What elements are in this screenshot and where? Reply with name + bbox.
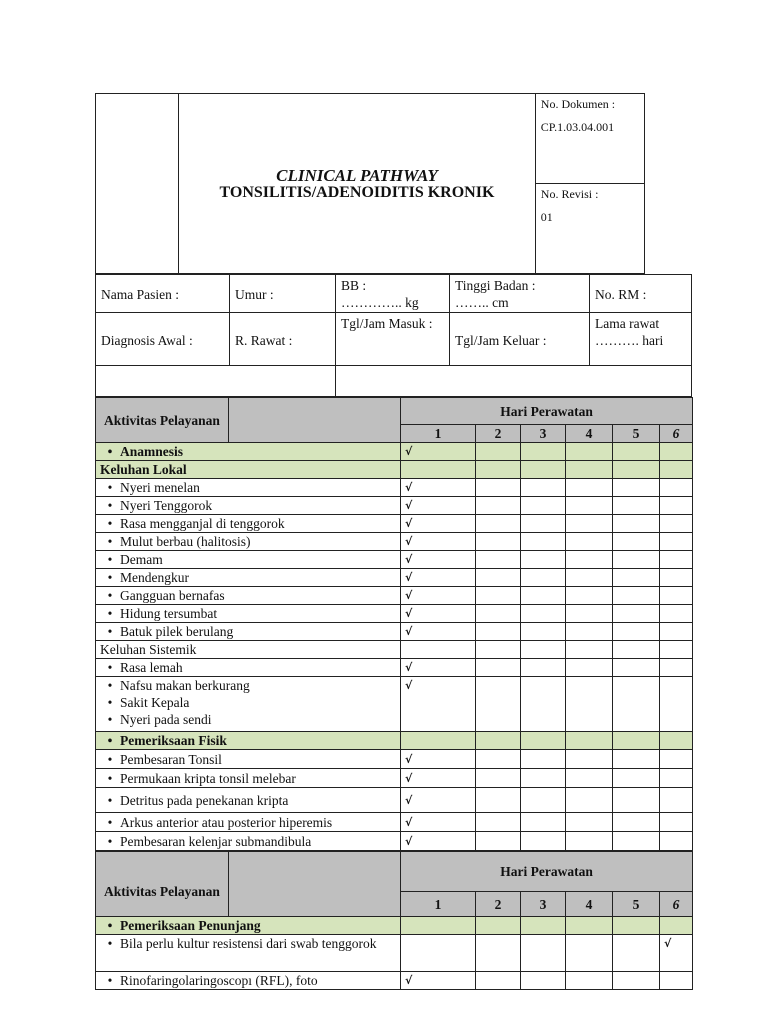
check-mark: √ [401,515,476,533]
diagnosis: Diagnosis Awal : [96,313,230,366]
list-item: • Mulut berbau (halitosis) [96,533,401,551]
check-mark: √ [401,659,476,677]
check-mark: √ [401,750,476,769]
list-item: • Demam [96,551,401,569]
doc-info-cell [535,94,644,274]
check-mark: √ [660,935,693,972]
check-mark: √ [401,972,476,990]
patient-name: Nama Pasien : [96,275,230,313]
days-header: Hari Perawatan [401,398,693,425]
list-item: • Permukaan kripta tonsil melebar [96,769,401,788]
doc-number [536,94,644,184]
day-column-4: 4 [566,425,613,443]
check-mark: √ [401,623,476,641]
day-column-6: 6 [660,425,693,443]
day-column-3: 3 [521,892,566,917]
days-header: Hari Perawatan [401,852,693,892]
los-label: Lama rawat [595,316,660,331]
check-mark: √ [401,677,476,732]
list-item: • Rasa mengganjal di tenggorok [96,515,401,533]
title-cell [179,94,536,274]
list-item: • Mendengkur [96,569,401,587]
day-column-1: 1 [401,892,476,917]
list-item: • Nyeri Tenggorok [96,497,401,515]
section-pemeriksaan-penunjang: • Pemeriksaan Penunjang [96,917,401,935]
activity-header: Aktivitas Pelayanan [96,398,229,443]
patient-rm: No. RM : [590,275,692,313]
check-mark: √ [401,605,476,623]
patient-age: Umur : [230,275,336,313]
list-item: • Gangguan bernafas [96,587,401,605]
check-mark: √ [401,587,476,605]
check-mark: √ [401,497,476,515]
list-item: • Bila perlu kultur resistensi dari swab tenggorok [96,935,401,972]
list-item: • Pembesaran Tonsil [96,750,401,769]
revision-value: 01 [540,210,553,224]
section-keluhan-sistemik: Keluhan Sistemik [96,641,401,659]
check-mark: √ [401,813,476,832]
document-header [95,93,645,274]
doc-number-label: No. Dokumen : [540,97,616,111]
list-item: • Detritus pada penekanan kripta [96,788,401,813]
length-of-stay [590,313,692,366]
check-mark: √ [401,769,476,788]
list-item: • Pembesaran kelenjar submandibula [96,832,401,851]
rawat: R. Rawat : [230,313,336,366]
discharge-time: Tgl/Jam Keluar : [450,313,590,366]
activity-header: Aktivitas Pelayanan [96,852,229,917]
list-item: • Hidung tersumbat [96,605,401,623]
section-keluhan-lokal: Keluhan Lokal [96,461,401,479]
blank-cell [336,366,692,397]
day-column-2: 2 [476,425,521,443]
check-mark: √ [401,788,476,813]
care-activity-table [95,397,693,851]
blank-cell [96,366,336,397]
doc-number-value: CP.1.03.04.001 [540,120,615,134]
list-item: • Nyeri menelan [96,479,401,497]
admission-time: Tgl/Jam Masuk : [336,313,450,366]
day-column-3: 3 [521,425,566,443]
weight-label: BB : [341,278,367,293]
check-mark: √ [401,443,476,461]
blank-header [229,398,401,443]
patient-height [450,275,590,313]
list-item: • Batuk pilek berulang [96,623,401,641]
check-mark: √ [401,551,476,569]
revision-label: No. Revisi : [540,187,599,201]
title-main: TONSILITIS/ADENOIDITIS KRONIK [219,183,495,201]
height-value: …….. cm [455,295,509,310]
day-column-1: 1 [401,425,476,443]
day-column-5: 5 [613,425,660,443]
section-anamnesis: • Anamnesis [96,443,401,461]
day-column-6: 6 [660,892,693,917]
section-pemeriksaan-fisik: • Pemeriksaan Fisik [96,732,401,750]
list-item: • Nafsu makan berkurang • Sakit Kepala • Nyeri pada sendi [96,677,401,732]
check-mark: √ [401,479,476,497]
height-label: Tinggi Badan : [455,278,536,293]
day-column-5: 5 [613,892,660,917]
check-mark: √ [401,533,476,551]
patient-weight [336,275,450,313]
revision [536,184,644,274]
check-mark: √ [401,832,476,851]
los-value: ………. hari [595,333,664,348]
day-column-4: 4 [566,892,613,917]
blank-header [229,852,401,917]
list-item: • Arkus anterior atau posterior hiperemis [96,813,401,832]
clinical-pathway-document [95,93,692,990]
list-item: • Rasa lemah [96,659,401,677]
care-activity-table-2 [95,851,693,990]
weight-value: ………….. kg [341,295,419,310]
list-item: • Rinofaringolaringoscopı (RFL), foto [96,972,401,990]
title-italic: CLINICAL PATHWAY [276,165,438,185]
logo-cell [96,94,179,274]
patient-info [95,274,692,397]
check-mark: √ [401,569,476,587]
day-column-2: 2 [476,892,521,917]
